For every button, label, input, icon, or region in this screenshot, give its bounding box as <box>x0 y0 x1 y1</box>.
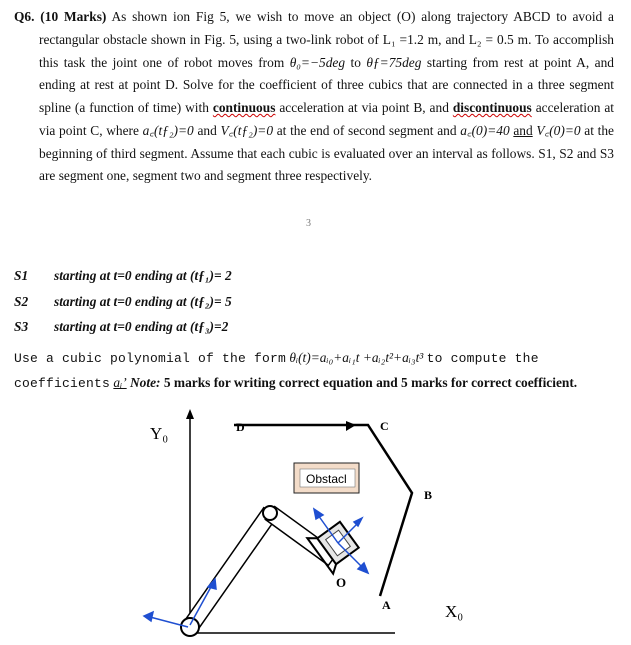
question-number: Q6. <box>14 9 35 24</box>
segment-s3 <box>14 319 228 335</box>
figure-5 <box>0 405 631 645</box>
segment-id: S2 <box>14 294 29 309</box>
note-label: Note: <box>130 374 161 390</box>
elbow-joint <box>263 506 277 520</box>
point-d-label: D <box>236 420 245 434</box>
segment-s1 <box>14 268 232 284</box>
base-joint <box>181 618 199 636</box>
condition-4: V꜀(0)=0 <box>536 122 581 138</box>
link-1 <box>183 508 276 632</box>
page-number: 3 <box>306 218 311 229</box>
segment-s2 <box>14 294 232 310</box>
frame-arrow-icon <box>144 612 153 621</box>
segment-text: starting at t=0 ending at (tƒ₃)=2 <box>54 319 229 334</box>
obstacle-label: Obstacl <box>306 472 347 486</box>
question-line5: at the end of second segment and <box>276 122 457 138</box>
question-marks: (10 Marks) <box>40 9 107 24</box>
and-1: and <box>197 122 217 138</box>
question-line6: at the beginning of third segment. Assume that each cubic is evaluated over an interval as follows. S1, S2 and S3 are segment one, segment two and segment three respectively. <box>39 122 614 184</box>
question-text <box>14 6 614 188</box>
segment-text: starting at t=0 ending at (tƒ₂)= 5 <box>54 294 232 309</box>
theta-final: θƒ=75deg <box>366 54 422 70</box>
point-c-label: C <box>380 419 389 433</box>
instruction-prefix: Use a cubic polynomial of the form <box>14 351 287 366</box>
question-line2: starting from rest at point A, and ending at rest at point D. Solve for the coefficient of three cubics that are connected in a three segment spline (a function of time) with <box>39 54 614 116</box>
theta-start: θ₀=−5deg <box>289 54 346 70</box>
condition-1: a꜀(tƒ₂)=0 <box>142 122 194 138</box>
discontinuous-word: discontinuous <box>452 100 532 116</box>
y-axis-arrow-icon <box>186 409 194 419</box>
segment-id: S1 <box>14 268 29 283</box>
note-text: 5 marks for writing correct equation and 5 marks for correct coefficient. <box>163 374 578 390</box>
cubic-formula: θᵢ(t)=aᵢ₀+aᵢ₁t +aᵢ₂t²+aᵢ₃t³ <box>289 350 424 365</box>
condition-3: a꜀(0)=40 <box>460 122 510 138</box>
point-a-label: A <box>382 598 391 612</box>
and-2: and <box>513 122 533 138</box>
condition-2: V꜀(tƒ₂)=0 <box>220 122 274 138</box>
object-label: O <box>336 575 347 590</box>
x-axis-label: X₀ <box>445 602 464 621</box>
continuous-word: continuous <box>212 100 276 116</box>
question-line1: As shown ion Fig 5, we wish to move an object (O) along trajectory ABCD to avoid a rectangular obstacle shown in Fig. 5, using a two-link robot of L₁ =1.2 m, and L₂ = 0.5 m. To accomplish this task the joint one of robot moves from <box>39 9 615 70</box>
frame-arrow-icon <box>314 509 323 519</box>
segment-text: starting at t=0 ending at (tƒ₁)= 2 <box>54 268 232 283</box>
question-line4: acceleration at via point C, where <box>39 100 614 138</box>
coef-symbol: aᵢʼ <box>113 374 127 390</box>
instruction <box>14 346 614 396</box>
question-to: to <box>350 54 361 70</box>
y-axis-label: Y₀ <box>150 424 169 443</box>
trajectory-abcd <box>234 425 412 596</box>
segment-id: S3 <box>14 319 29 334</box>
point-b-label: B <box>424 488 433 502</box>
question-line3: acceleration at via point B, and <box>279 100 449 116</box>
instruction-suffix: to compute the coefficients <box>14 351 539 391</box>
